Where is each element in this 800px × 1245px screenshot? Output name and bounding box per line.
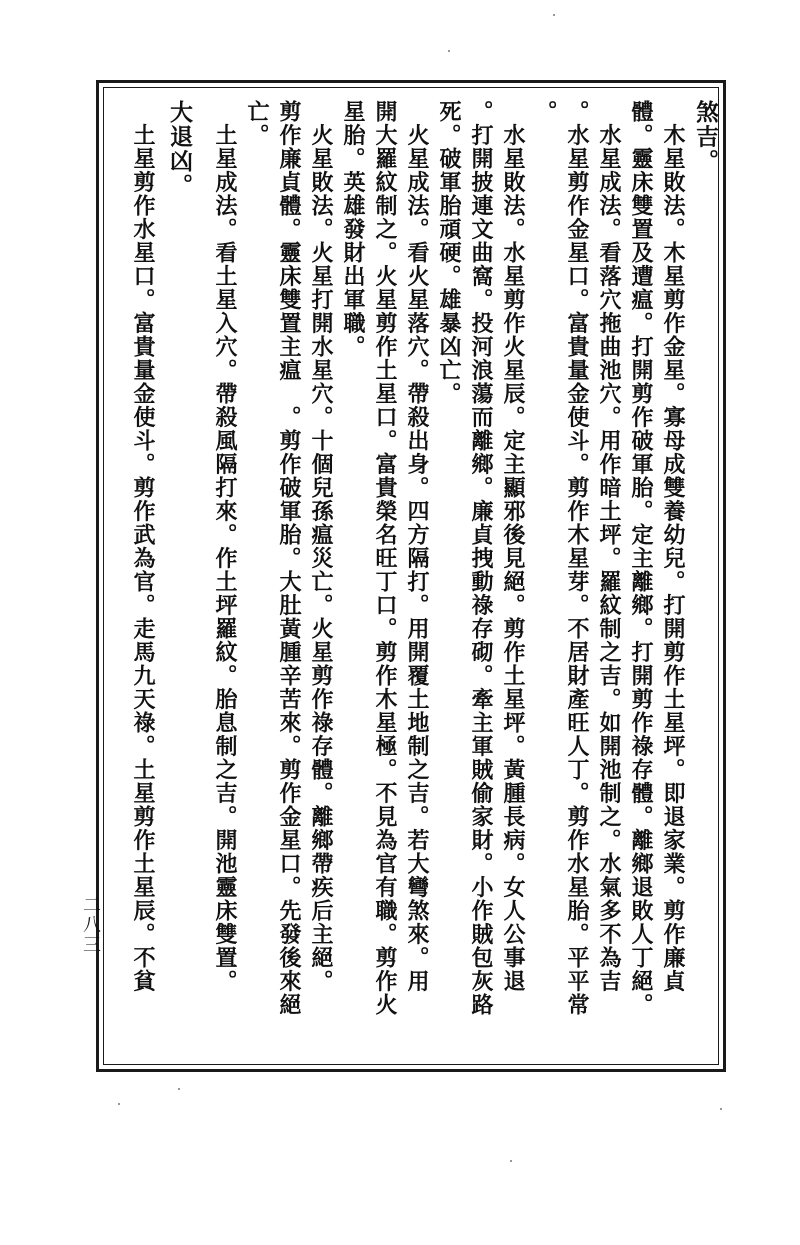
text-column: 煞吉。 bbox=[692, 100, 719, 174]
text-column: 大退凶。 bbox=[166, 100, 193, 198]
text-column: 亡。 bbox=[244, 100, 270, 147]
scan-speck bbox=[553, 14, 555, 16]
page-number: 二八三 bbox=[80, 895, 101, 955]
text-column: 。水星剪作金星口。富貴量金使斗。剪作木星芽。不居財產旺人丁。剪作水星胎。平平常 bbox=[564, 100, 590, 1017]
text-column: 土星剪作水星口。富貴量金使斗。剪作武為官。走馬九天祿。土星剪作土星辰。不貧 bbox=[130, 100, 156, 993]
scan-speck bbox=[118, 1103, 120, 1105]
text-column: 體。靈床雙置及遭瘟。打開剪作破軍胎。定主離鄉。打開剪作祿存體。離鄉退敗人丁絕。 bbox=[628, 100, 654, 1017]
scan-speck bbox=[510, 1160, 512, 1162]
text-column: 。 bbox=[532, 100, 558, 124]
scan-speck bbox=[178, 1088, 180, 1090]
text-body bbox=[118, 100, 719, 1060]
scan-speck bbox=[448, 50, 450, 52]
text-column: 木星敗法。木星剪作金星。寡母成雙養幼兒。打開剪作土星坪。即退家業。剪作廉貞 bbox=[660, 100, 686, 993]
text-column: 剪作廉貞體。靈床雙置主瘟 。剪作破軍胎。大肚黃腫辛苦來。剪作金星口。先發後來絕 bbox=[276, 100, 302, 1017]
text-column: 。打開披連文曲窩。投河浪蕩而離鄉。廉貞拽動祿存砌。牽主軍賊偷家財。小作賊包灰路 bbox=[468, 100, 494, 1017]
text-column: 開大羅紋制之。火星剪作土星口。富貴榮名旺丁口。剪作木星極。不見為官有職。剪作火 bbox=[372, 100, 398, 1017]
text-column: 土星成法。看土星入穴。帶殺風隔打來。作土坪羅紋。胎息制之吉。開池靈床雙置。 bbox=[212, 100, 238, 993]
scan-speck bbox=[720, 1108, 722, 1110]
text-column: 星胎。英雄發財出軍職。 bbox=[340, 100, 366, 359]
text-column: 火星敗法。火星打開水星穴。十個兒孫瘟災亡。火星剪作祿存體。離鄉帶疾后主絕。 bbox=[308, 100, 334, 993]
text-column: 水星敗法。水星剪作火星辰。定主顯邪後見絕。剪作土星坪。黃腫長病。女人公事退 bbox=[500, 100, 526, 993]
text-column: 火星成法。看火星落穴。帶殺出身。四方隔打。用開覆土地制之吉。若大彎煞來。用 bbox=[404, 100, 430, 993]
text-column: 水星成法。看落穴拖曲池穴。用作暗土坪。羅紋制之吉。如開池制之。水氣多不為吉 bbox=[596, 100, 622, 993]
text-column: 死。破軍胎頑硬。雄暴凶亡。 bbox=[436, 100, 462, 406]
